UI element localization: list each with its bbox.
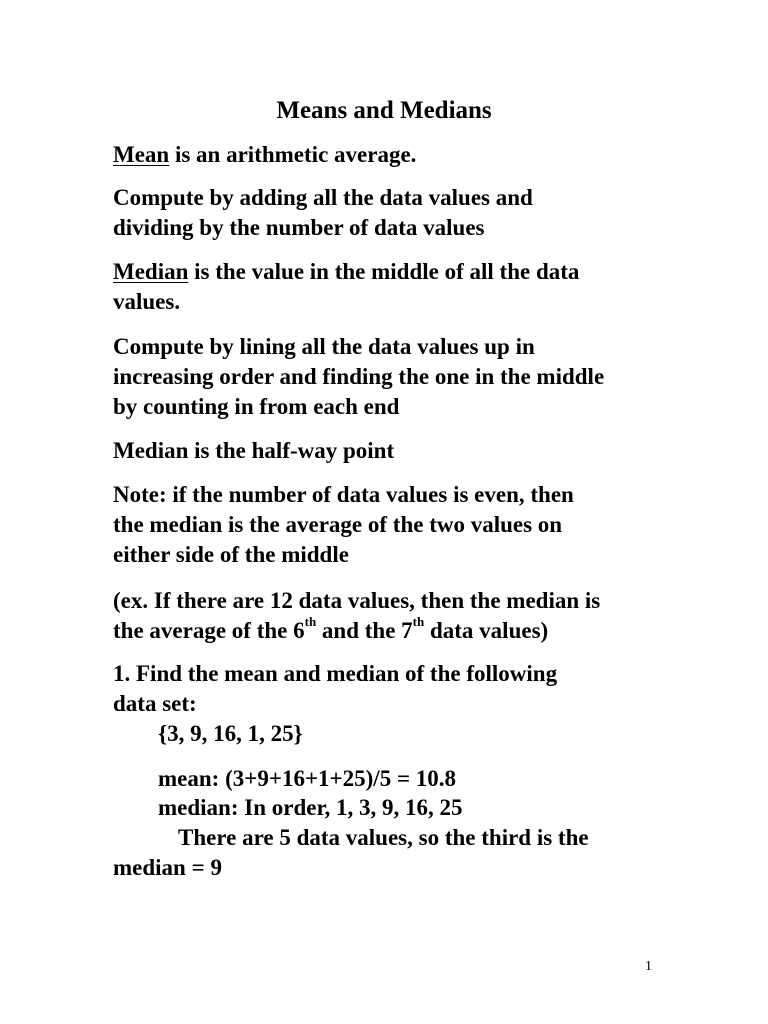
median-definition-text: is the value in the middle of all the data bbox=[188, 259, 580, 284]
mean-compute-line-2: dividing by the number of data values bbox=[113, 215, 485, 240]
example-line-1: (ex. If there are 12 data values, then the median is bbox=[113, 588, 601, 613]
mean-definition-text: is an arithmetic average. bbox=[169, 142, 417, 167]
mean-compute-line-1: Compute by adding all the data values and bbox=[113, 185, 533, 210]
median-computation: median: In order, 1, 3, 9, 16, 25 bbox=[158, 795, 463, 820]
example-superscript-2: th bbox=[412, 614, 425, 630]
median-halfway: Median is the half-way point bbox=[113, 438, 395, 463]
example-text-c: data values) bbox=[424, 618, 549, 643]
problem-line-2: data set: bbox=[113, 691, 197, 716]
median-compute-line-1: Compute by lining all the data values up in bbox=[113, 334, 535, 359]
page-number: 1 bbox=[645, 959, 652, 974]
mean-definition bbox=[113, 140, 416, 170]
example-text-a: the average of the 6 bbox=[113, 618, 305, 643]
page-title: Means and Medians bbox=[276, 97, 492, 124]
median-definition-line-2: values. bbox=[113, 289, 181, 314]
median-definition bbox=[113, 257, 579, 287]
note-line-2: the median is the average of the two values on bbox=[113, 512, 563, 537]
problem-line-1: 1. Find the mean and median of the following bbox=[113, 661, 558, 686]
mean-computation: mean: (3+9+16+1+25)/5 = 10.8 bbox=[158, 766, 457, 791]
note-line-3: either side of the middle bbox=[113, 542, 349, 567]
median-term: Median bbox=[113, 259, 189, 284]
problem-data-set: {3, 9, 16, 1, 25} bbox=[158, 721, 303, 746]
note-line-1: Note: if the number of data values is even, then bbox=[113, 482, 574, 507]
median-compute-line-2: increasing order and finding the one in the middle bbox=[113, 364, 605, 389]
example-superscript-1: th bbox=[304, 614, 317, 630]
median-explanation-line-2: median = 9 bbox=[113, 855, 222, 880]
mean-term: Mean bbox=[113, 142, 170, 167]
median-compute-line-3: by counting in from each end bbox=[113, 394, 400, 419]
example-line-2 bbox=[113, 616, 548, 646]
example-text-b: and the 7 bbox=[316, 618, 413, 643]
median-explanation-line-1: There are 5 data values, so the third is the bbox=[178, 825, 589, 850]
